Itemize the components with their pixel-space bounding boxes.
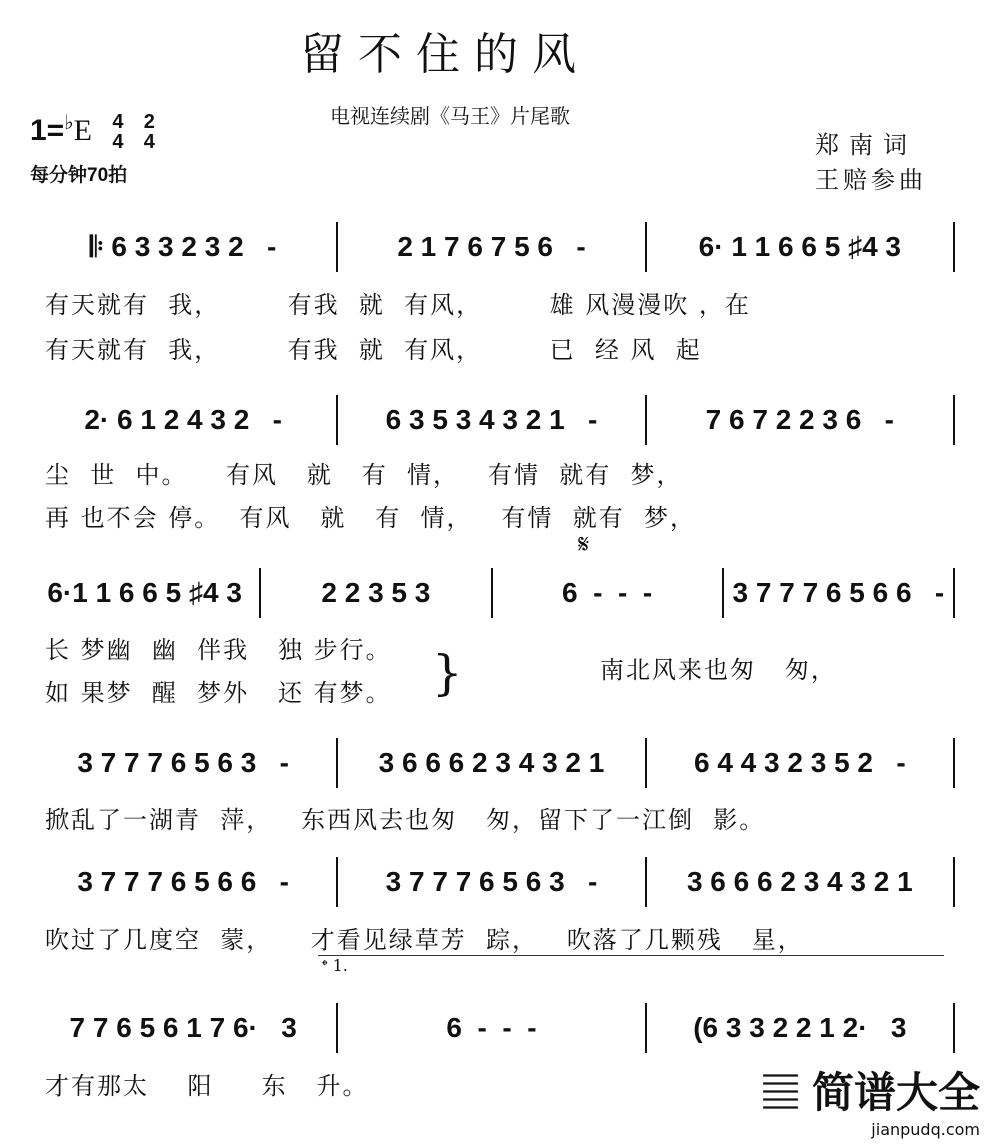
brace-icon: } (432, 645, 463, 701)
song-title: 留不住的风 (300, 29, 590, 80)
measure: 6·1 1 6 6 5 ♯4 3 (47, 577, 242, 608)
measure: 3 6 6 6 2 3 4 3 2 1 (336, 738, 644, 788)
notation-row (30, 568, 955, 618)
key-note: E (73, 114, 92, 147)
composer: 王赔参曲 (815, 166, 927, 194)
notation-row (30, 738, 955, 788)
measure: 6 - - - (336, 1003, 644, 1053)
watermark-logo: 𝄚 简谱大全 jianpudq.com (763, 1068, 980, 1139)
volta-bracket: 𝄌 1. (318, 955, 944, 976)
subtitle: 电视连续剧《马王》片尾歌 (330, 104, 570, 128)
measure: 2 2 3 5 3 (259, 568, 490, 618)
segno-icon: 𝄋 (578, 530, 590, 560)
flat-sign: ♭ (64, 112, 74, 134)
barline (953, 568, 955, 618)
measure: 3 7 7 7 6 5 6 3 - (336, 857, 644, 907)
lyric-line: 长 梦幽 幽 伴我 独 步行。 (45, 636, 392, 664)
measure: 7 7 6 5 6 1 7 6· 3 (69, 1012, 297, 1043)
meter-4-4: 4 4 (112, 111, 124, 154)
measure: 2· 6 1 2 4 3 2 - (84, 404, 282, 435)
key-signature (30, 110, 155, 152)
measure: 2 1 7 6 7 5 6 - (336, 222, 644, 272)
lyric-line: 才有那太 阳 东 升。 (45, 1072, 369, 1100)
lyric-line: 有天就有 我， 有我 就 有风， 已 经 风 起 (45, 336, 702, 364)
measure: 6 - - - (491, 568, 722, 618)
lyric-line: 尘 世 中。 有风 就 有 情， 有情 就有 梦， (45, 461, 683, 489)
key-prefix: 1= (30, 114, 65, 147)
barline (953, 857, 955, 907)
notation-row (30, 395, 955, 445)
notation-row (30, 222, 955, 272)
measure: 𝄆 6 3 3 2 3 2 - (89, 230, 277, 262)
lyric-line: 掀乱了一湖青 萍， 东西风去也匆 匆，留下了一江倒 影。 (45, 806, 766, 834)
lyric-line: 再 也不会 停。 有风 就 有 情， 有情 就有 梦， (45, 504, 696, 532)
measure: 3 7 7 7 6 5 6 3 - (77, 747, 290, 778)
measure: 3 7 7 7 6 5 6 6 - (722, 568, 953, 618)
lyric-line: 吹过了几度空 蒙， 才看见绿草芳 踪， 吹落了几颗残 星， (45, 926, 804, 954)
measure: 3 7 7 7 6 5 6 6 - (77, 866, 290, 897)
barline (953, 395, 955, 445)
barline (953, 222, 955, 272)
barline (953, 738, 955, 788)
lyricist: 郑南词 (815, 131, 917, 159)
lyric-line: 南北风来也匆 匆， (600, 656, 837, 684)
measure: 3 6 6 6 2 3 4 3 2 1 (645, 857, 953, 907)
measure: 6 3 5 3 4 3 2 1 - (336, 395, 644, 445)
measure: 6· 1 1 6 6 5 ♯4 3 (645, 222, 953, 272)
notation-row (30, 857, 955, 907)
tempo: 每分钟70拍 (30, 165, 128, 186)
measure: 6 4 4 3 2 3 5 2 - (645, 738, 953, 788)
measure: 7 6 7 2 2 3 6 - (645, 395, 953, 445)
meter-2-4: 2 4 (143, 111, 155, 154)
barline (953, 1003, 955, 1053)
notation-row (30, 1003, 955, 1053)
lyric-line: 有天就有 我， 有我 就 有风， 雄 风漫漫吹 ，在 (45, 291, 751, 319)
lyric-line: 如 果梦 醒 梦外 还 有梦。 (45, 679, 392, 707)
measure: (6 3 3 2 2 1 2· 3 (645, 1003, 953, 1053)
